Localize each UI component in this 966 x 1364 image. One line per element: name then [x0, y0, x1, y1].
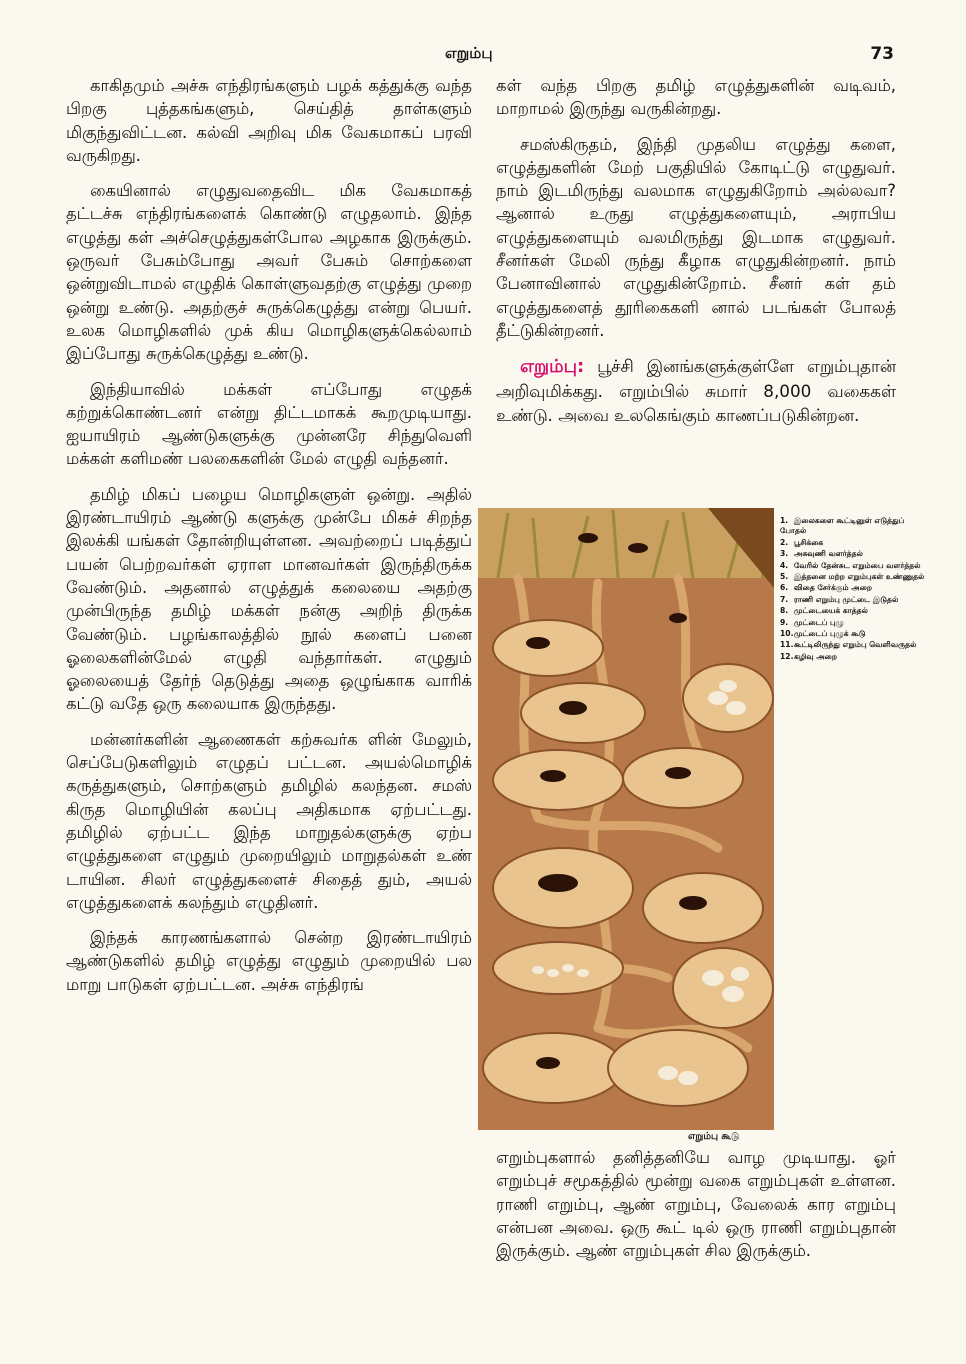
paragraph: எறும்புகளால் தனித்தனியே வாழ முடியாது. ஓர் எறும்புச் சமூகத்தில் மூன்று வகை எறும்புகள் உள்ளன. ராணி எறும்பு, ஆண் எறும்பு, வேலைக் கார எறும்பு என்பன அவை. ஒரு கூட் டில் ஒரு ராணி எறும்புதான் இருக்கும். ஆண் எறும்புகள் சில இருக்கும். — [496, 1148, 896, 1261]
legend-item: 10.முட்டைப் புழுக் கூடு — [780, 629, 866, 639]
legend-item: 11.கூட்டிலிருந்து எறும்பு வெளிவருதல் — [780, 640, 917, 650]
entry-headword: எறும்பு: — [520, 356, 585, 378]
paragraph: காகிதமும் அச்சு எந்திரங்களும் பழக் கத்துக்கு வந்த பிறகு புத்தகங்களும், செய்தித் தாள்களும் மிகுந்துவிட்டன. கல்வி அறிவு மிக வேகமாகப் பரவி வருகிறது. — [66, 76, 472, 165]
legend-item: 6. விதை சேர்க்கும் அறை — [780, 583, 873, 593]
legend-item: 9. முட்டைப் புழு — [780, 617, 844, 627]
left-column — [66, 74, 472, 1008]
page-header — [0, 44, 966, 66]
legend-item: 12.கழிவு அறை — [780, 651, 838, 661]
legend-item: 4. வேரில் தேன்சுட எறும்பை வளர்த்தல் — [780, 560, 921, 570]
right-column — [496, 74, 896, 439]
paragraph: சமஸ்கிருதம், இந்தி முதலிய எழுத்து களை, எழுத்துகளின் மேற் பகுதியில் கோடிட்டு எழுதுவர். நாம் இடமிருந்து வலமாக எழுதுகிறோம் அல்லவா? ஆனால் உருது எழுத்துகளையும், அராபிய எழுத்துகளையும் வலமிருந்து இடமாக எழுதுவர். சீனர்கள் மேலி ருந்து கீழாக எழுதுகின்றனர். நாம் பேனாவினால் எழுதுகின்றோம். சீனர் கள் தம் எழுத்துகளைத் தூரிகைகளி னால் படங்கள் போலத் தீட்டுகின்றனர். — [496, 134, 896, 340]
entry-text: பூச்சி இனங்களுக்குள்ளே எறும்புதான் அறிவுமிக்கது. எறும்பில் சுமார் 8,000 வகைகள் உண்டு. அவை உலகெங்கும் காணப்படுகின்றன. — [496, 356, 896, 426]
paragraph: மன்னர்களின் ஆணைகள் கற்சுவர்க ளின் மேலும், செப்பேடுகளிலும் எழுதப் பட்டன. அயல்மொழிக் கருத்துகளும், சொற்களும் தமிழில் கலந்தன. சமஸ் கிருத மொழியின் கலப்பு அதிகமாக ஏற்பட்டது. தமிழில் ஏற்பட்ட இந்த மாறுதல்களுக்கு ஏற்ப எழுத்துகளை எழுதும் முறையிலும் மாறுதல்கள் உண் டாயின. சிலர் எழுத்துகளைச் சிதைத் தும், அயல் எழுத்துகளைக் கலந்தும் எழுதினர். — [66, 729, 472, 912]
paragraph: இந்தியாவில் மக்கள் எப்போது எழுதக் கற்றுக்கொண்டனர் என்று திட்டமாகக் கூறமுடியாது. ஐயாயிரம் ஆண்டுகளுக்கு முன்னரே சிந்துவெளி மக்கள் களிமண் பலகைகளின் மேல் எழுதி வந்தனர். — [66, 379, 472, 469]
legend-item: 5. இத்தனை மற்ற எறும்புகள் உண்ணுதல் — [780, 572, 925, 582]
encyclopedia-entry — [496, 354, 896, 427]
figure-caption: எறும்பு கூடு — [688, 1131, 740, 1142]
legend-item: 2. பூசிக்கை — [780, 537, 824, 547]
legend-item: 7. ராணி எறும்பு முட்டை இடுதல் — [780, 594, 899, 604]
legend-item: 1. இலைகளை கூட்டினுள் எடுத்துப் போதல் — [780, 516, 905, 536]
legend-item: 3. அசுவுணி வளர்த்தல் — [780, 549, 863, 559]
figure-legend — [780, 516, 930, 663]
page-number: 73 — [870, 44, 894, 64]
running-head: எறும்பு — [445, 44, 493, 62]
legend-item: 8. முட்டையைக் காத்தல் — [780, 606, 868, 616]
right-column-continuation — [496, 1146, 896, 1274]
ant-nest-illustration — [478, 508, 774, 1130]
paragraph: கையினால் எழுதுவதைவிட மிக வேகமாகத் தட்டச்சு எந்திரங்களைக் கொண்டு எழுதலாம். இந்த எழுத்து கள் அச்செழுத்துகள்போல அழகாக இருக்கும். ஒருவர் பேசும்போது அவர் பேசும் சொற்களை ஒன்றுவிடாமல் எழுதிக் கொள்ளுவதற்கு எழுத்து முறை ஒன்று உண்டு. அதற்குச் சுருக்கெழுத்து என்று பெயர். உலக மொழிகளில் முக் கிய மொழிகளுக்கெல்லாம் இப்போது சுருக்கெழுத்து உண்டு. — [66, 181, 472, 364]
paragraph: இந்தக் காரணங்களால் சென்ற இரண்டாயிரம் ஆண்டுகளில் தமிழ் எழுத்து எழுதும் முறையில் பல மாறு பாடுகள் ஏற்பட்டன. அச்சு எந்திரங் — [66, 928, 472, 994]
paragraph: கள் வந்த பிறகு தமிழ் எழுத்துகளின் வடிவம், மாறாமல் இருந்து வருகின்றது. — [496, 76, 896, 119]
paragraph: தமிழ் மிகப் பழைய மொழிகளுள் ஒன்று. அதில் இரண்டாயிரம் ஆண்டு களுக்கு முன்பே மிகச் சிறந்த இலக்கி யங்கள் தோன்றியுள்ளன. அவற்றைப் படித்துப் பயன் பெற்றவர்கள் ஏராள மானவர்கள் இருந்திருக்க வேண்டும். அதனால் எழுத்துக் கலையை அதற்கு முன்பிருந்த தமிழ் மக்கள் நன்கு அறிந் திருக்க வேண்டும். பழங்காலத்தில் நூல் களைப் பனை ஓலைகளின்மேல் எழுதி வந்தார்கள். எழுதும் ஓலையைத் தேர்ந் தெடுத்து அதை ஒழுங்காக வாரிக் கட்டு வதே ஒரு கலையாக இருந்தது. — [66, 484, 472, 714]
ant-nest-drawing — [478, 508, 774, 1130]
